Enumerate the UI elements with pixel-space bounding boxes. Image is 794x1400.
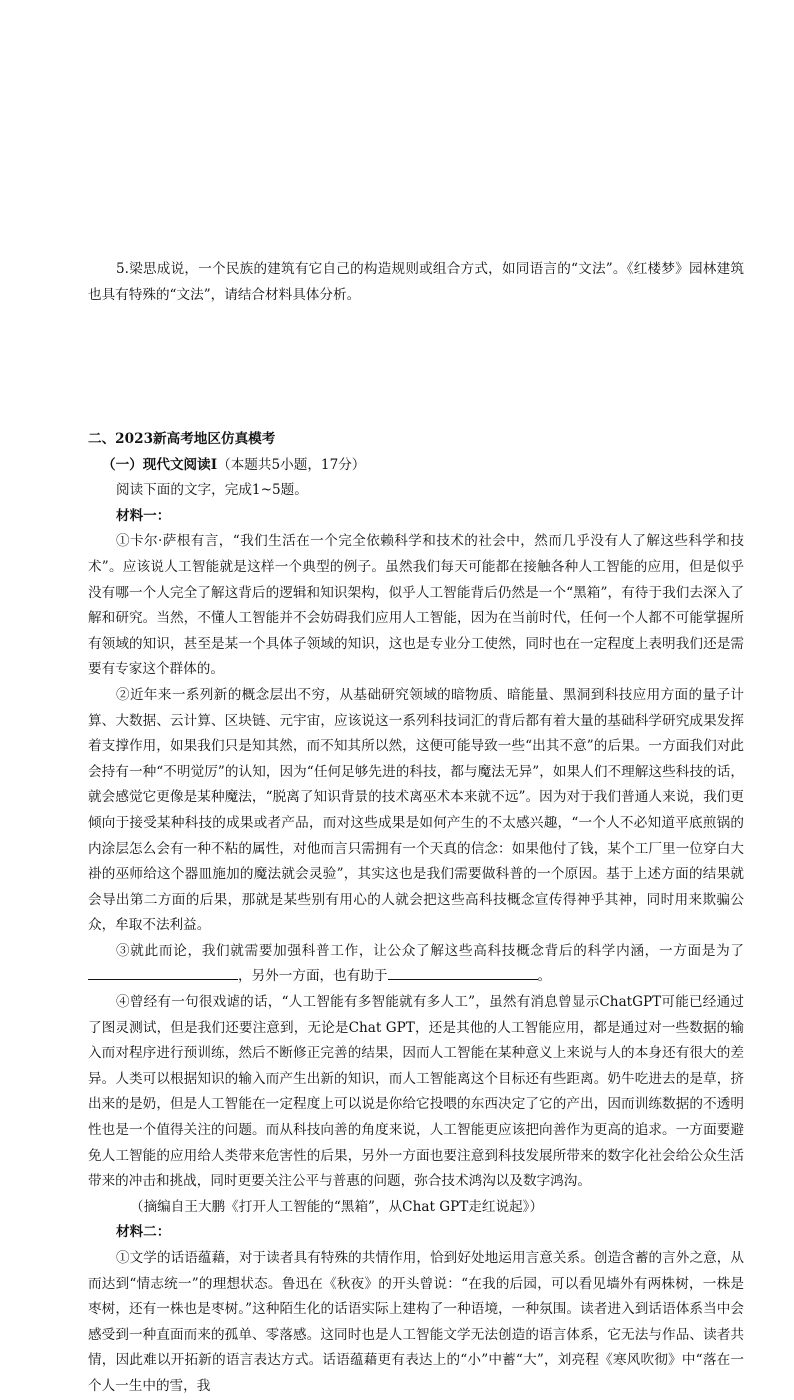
material-2-label: 材料二： — [116, 1224, 171, 1241]
reading-subheading — [88, 453, 744, 479]
material-1-paragraph-3 — [88, 939, 744, 990]
material-1-paragraph-1: ①卡尔·萨根有言，“我们生活在一个完全依赖科学和技术的社会中，然而几乎没有人了解这些科学和技术”。应该说人工智能就是这样一个典型的例子。虽然我们每天可能都在接触各种人工智能的应用，但是似乎没有哪一个人完全了解这背后的逻辑和知识架构，似乎人工智能背后仍然是一个“黑箱”，有待于我们去深入了解和研究。当然，不懂人工智能并不会妨碍我们应用人工智能，因为在当前时代，任何一个人都不可能掌握所有领域的知识，甚至是某一个具体子领域的知识，这也是专业分工使然，同时也在一定程度上表明我们还是需要有专家这个群体的。 — [88, 533, 744, 678]
paragraph-3-part-3: 。 — [537, 968, 552, 985]
reading-subheading-bold: （一）现代文阅读Ⅰ — [102, 456, 218, 473]
material-1-paragraph-2: ②近年来一系列新的概念层出不穷，从基础研究领域的暗物质、暗能量、黑洞到科技应用方面的量子计算、大数据、云计算、区块链、元宇宙，应该说这一系列科技词汇的背后都有着大量的基础科学研究成果发挥着支撑作用，如果我们只是知其然，而不知其所以然，这便可能导致一些“出其不意”的后果。一方面我们对此会持有一种“不明觉厉”的认知，因为“任何足够先进的科技，都与魔法无异”，如果人们不理解这些科技的话，就会感觉它更像是某种魔法，“脱离了知识背景的技术离巫术本来就不远”。因为对于我们普通人来说，我们更倾向于接受某种科技的成果或者产品，而对这些成果是如何产生的不太感兴趣，“一个人不必知道平底煎锅的内涂层怎么会有一种不粘的属性，对他而言只需拥有一个天真的信念：如果他付了钱，某个工厂里一位穿白大褂的巫师给这个器皿施加的魔法就会灵验”，其实这也是我们需要做科普的一个原因。基于上述方面的结果就会导出第二方面的后果，那就是某些别有用心的人就会把这些高科技概念宣传得神乎其神，同时用来欺骗公众，牟取不法利益。 — [88, 686, 744, 934]
question-5-text: 5.梁思成说，一个民族的建筑有它自己的构造规则或组合方式，如同语言的“文法”。《红楼梦》园林建筑也具有特殊的“文法”，请结合材料具体分析。 — [88, 261, 744, 303]
material-1-label: 材料一： — [116, 507, 171, 524]
paragraph-3-part-2: ，另外一方面，也有助于 — [238, 968, 388, 985]
material-1-paragraph-4: ④曾经有一句很戏谑的话，“人工智能有多智能就有多人工”，虽然有消息曾显示ChatGPT可能已经通过了图灵测试，但是我们还要注意到，无论是Chat GPT，还是其他的人工智能应用，都是通过对一些数据的输入而对程序进行预训练，然后不断修正完善的结果，因而人工智能在某种意义上来说与人的本身还有很大的差异。人类可以根据知识的输入而产生出新的知识，而人工智能离这个目标还有些距离。奶牛吃进去的是草，挤出来的是奶，但是人工智能在一定程度上可以说是你给它投喂的东西决定了它的产出，因而训练数据的不透明性也是一个值得关注的问题。而从科技向善的角度来说，人工智能更应该把向善作为更高的追求。一方面要避免人工智能的应用给人类带来危害性的后果，另外一方面也要注意到科技发展所带来的数字化社会给公众生活带来的冲击和挑战，同时更要关注公平与普惠的问题，弥合技术鸿沟以及数字鸿沟。 — [88, 994, 744, 1190]
reading-subheading-rest: （本题共5小题，17分） — [217, 456, 366, 473]
answer-blank-2[interactable] — [388, 964, 538, 980]
section-2-heading: 二、2023新高考地区仿真模考 — [88, 431, 276, 447]
paragraph-3-part-1: ③就此而论，我们就需要加强科普工作，让公众了解这些高科技概念背后的科学内涵，一方面是为了 — [116, 942, 744, 959]
question-5-block — [88, 257, 744, 308]
material-1-source: （摘编自王大鹏《打开人工智能的“黑箱”，从Chat GPT走红说起》） — [130, 1198, 544, 1215]
section-2-block — [88, 427, 744, 1400]
answer-blank-1[interactable] — [88, 964, 238, 980]
reading-instruction: 阅读下面的文字，完成1~5题。 — [116, 482, 308, 499]
material-2-paragraph-1: ①文学的话语蕴藉，对于读者具有特殊的共情作用，恰到好处地运用言意关系。创造含蓄的言外之意，从而达到“情志统一”的理想状态。鲁迅在《秋夜》的开头曾说：“在我的后园，可以看见墙外有两株树，一株是枣树，还有一株也是枣树。”这种陌生化的话语实际上建构了一种语境，一种氛围。读者进入到话语体系当中会感受到一种直面而来的孤单、零落感。这同时也是人工智能文学无法创造的语言体系，它无法与作品、读者共情，因此难以开拓新的语言表达方式。话语蕴藉更有表达上的“小”中蓄“大”，刘亮程《寒风吹彻》中“落在一个人一生中的雪，我 — [88, 1250, 744, 1394]
